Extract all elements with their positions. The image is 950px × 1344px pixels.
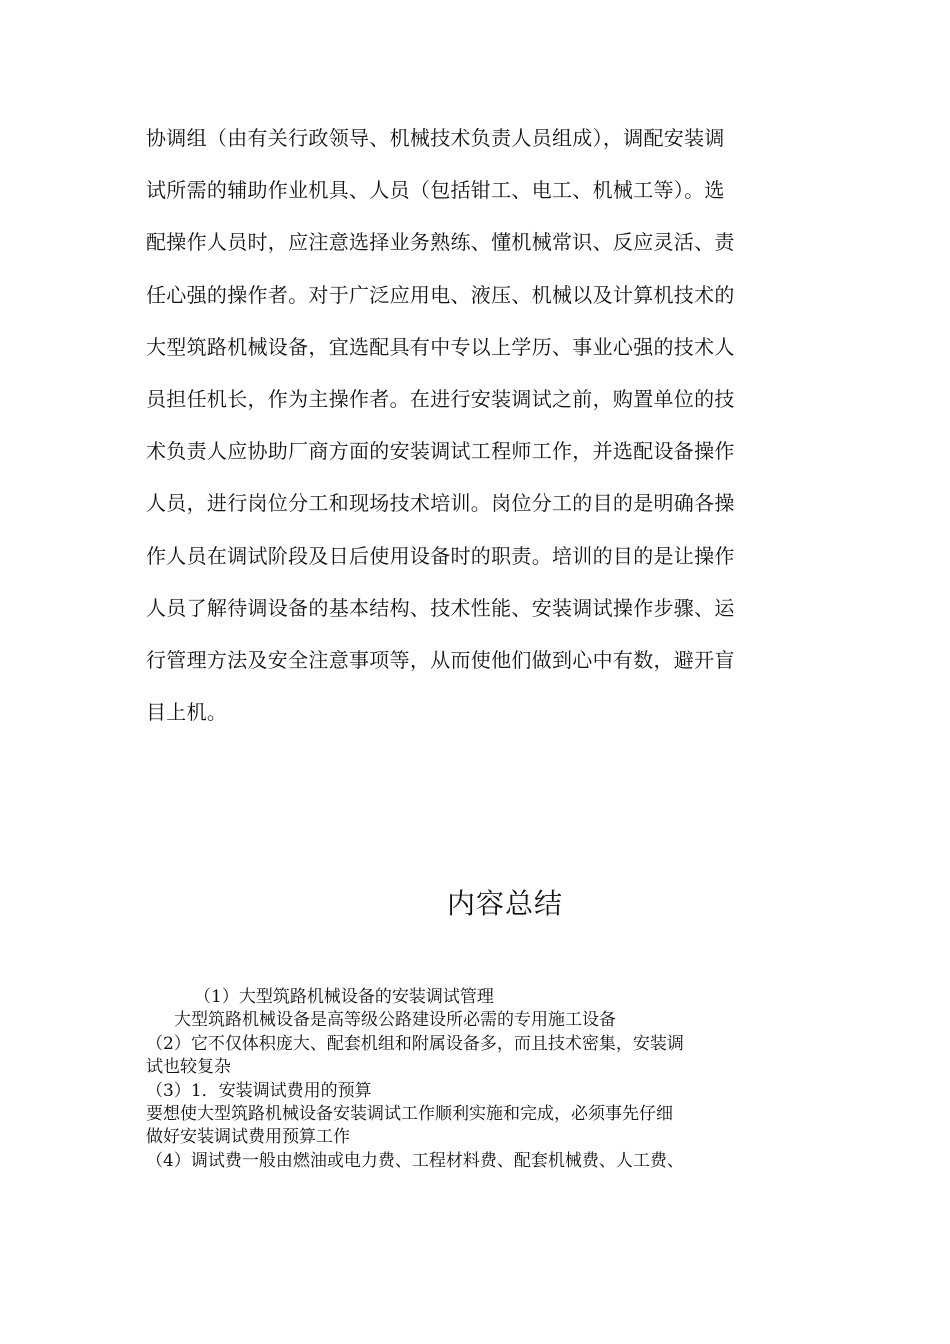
body-line: 作人员在调试阶段及日后使用设备时的职责。培训的目的是让操作 <box>146 543 735 568</box>
summary-line: （3）1．安装调试费用的预算 <box>146 1080 372 1101</box>
summary-line: 要想使大型筑路机械设备安装调试工作顺利实施和完成，必须事先仔细 <box>146 1104 673 1125</box>
summary-line: 做好安装调试费用预算工作 <box>146 1127 350 1148</box>
body-line: 员担任机长，作为主操作者。在进行安装调试之前，购置单位的技 <box>146 387 735 412</box>
summary-line: 试也较复杂 <box>146 1057 231 1078</box>
body-line: 大型筑路机械设备，宜选配具有中专以上学历、事业心强的技术人 <box>146 334 735 359</box>
body-line: 目上机。 <box>146 700 228 725</box>
body-line: 试所需的辅助作业机具、人员（包括钳工、电工、机械工等）。选 <box>146 178 725 203</box>
summary-line: （1）大型筑路机械设备的安装调试管理 <box>194 987 494 1007</box>
summary-line: （2）它不仅体积庞大、配套机组和附属设备多，而且技术密集，安装调 <box>146 1033 684 1054</box>
summary-line: （4）调试费一般由燃油或电力费、工程材料费、配套机械费、人工费、 <box>146 1150 684 1171</box>
body-line: 术负责人应协助厂商方面的安装调试工程师工作，并选配设备操作 <box>146 439 735 464</box>
body-line: 行管理方法及安全注意事项等，从而使他们做到心中有数，避开盲 <box>146 648 735 673</box>
body-line: 配操作人员时，应注意选择业务熟练、懂机械常识、反应灵活、责 <box>146 230 735 255</box>
body-line: 人员了解待调设备的基本结构、技术性能、安装调试操作步骤、运 <box>146 595 735 620</box>
summary-title: 内容总结 <box>446 887 563 920</box>
summary-list <box>146 986 816 1173</box>
body-line: 任心强的操作者。对于广泛应用电、液压、机械以及计算机技术的 <box>146 282 735 307</box>
body-paragraph <box>146 112 806 738</box>
body-line: 人员，进行岗位分工和现场技术培训。岗位分工的目的是明确各操 <box>146 491 735 516</box>
summary-line: 大型筑路机械设备是高等级公路建设所必需的专用施工设备 <box>174 1010 616 1031</box>
body-line: 协调组（由有关行政领导、机械技术负责人员组成），调配安装调 <box>146 126 725 150</box>
